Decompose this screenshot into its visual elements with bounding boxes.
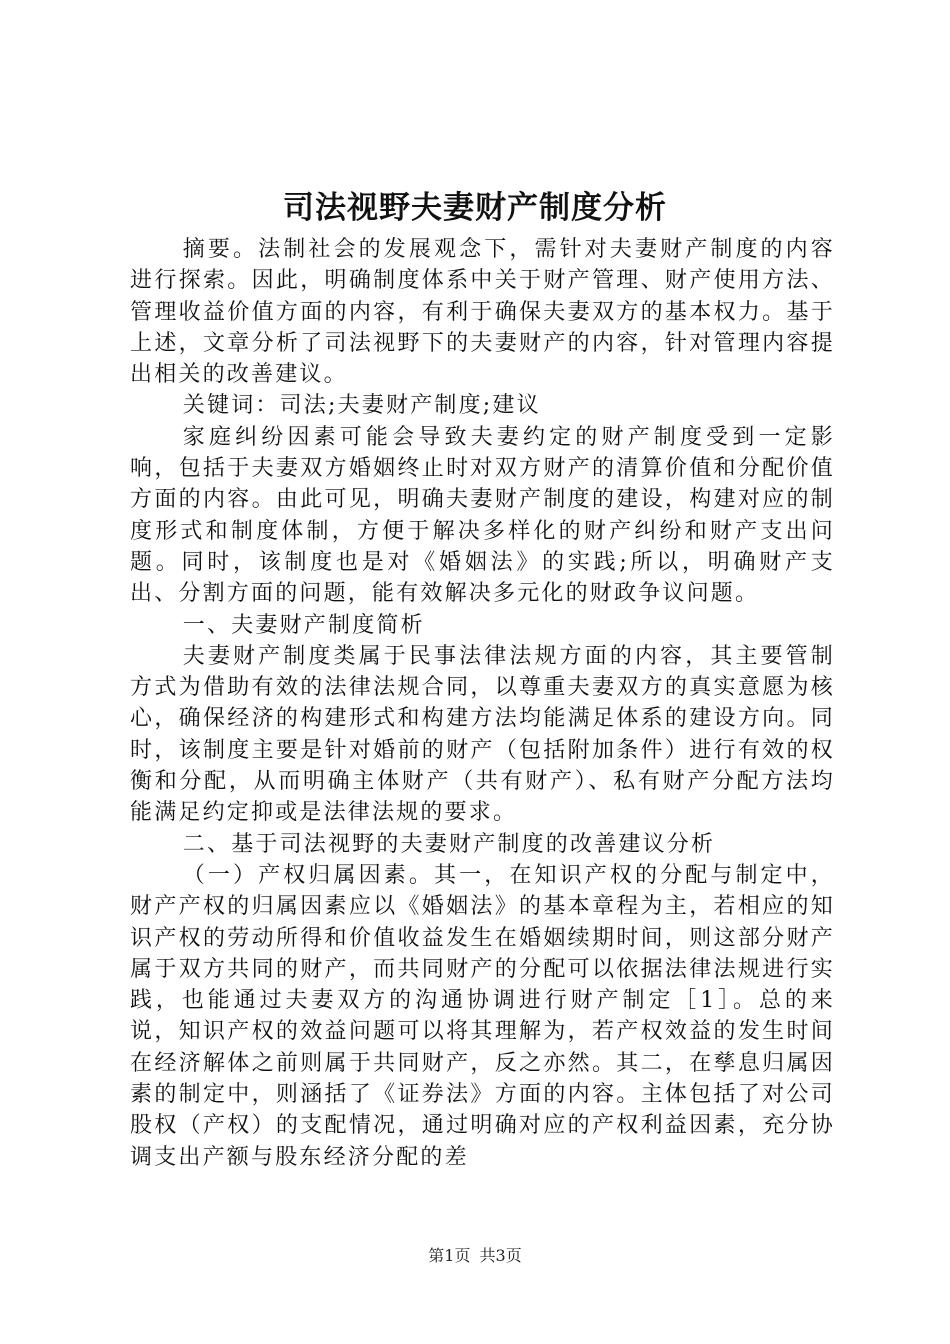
- section-heading-2: 二、基于司法视野的夫妻财产制度的改善建议分析: [182, 831, 716, 857]
- page-number: 第1页: [428, 1246, 471, 1265]
- abstract-paragraph: 摘要。法制社会的发展观念下，需针对夫妻财产制度的内容进行探索。因此，明确制度体系中关于财产管理、财产使用方法、管理收益价值方面的内容，有利于确保夫妻双方的基本权力。基于上述，文章分析了司法视野下的夫妻财产的内容，针对管理内容提出相关的改善建议。: [130, 237, 835, 388]
- page-footer: [0, 1244, 950, 1268]
- intro-paragraph: 家庭纠纷因素可能会导致夫妻约定的财产制度受到一定影响，包括于夫妻双方婚姻终止时对双方财产的清算价值和分配价值方面的内容。由此可见，明确夫妻财产制度的建设，构建对应的制度形式和制度体制，方便于解决多样化的财产纠纷和财产支出问题。同时，该制度也是对《婚姻法》的实践;所以，明确财产支出、分割方面的问题，能有效解决多元化的财政争议问题。: [130, 424, 835, 607]
- section-2-paragraph: （一）产权归属因素。其一，在知识产权的分配与制定中，财产产权的归属因素应以《婚姻法》的基本章程为主，若相应的知识产权的劳动所得和价值收益发生在婚姻续期时间，则这部分财产属于双方共同的财产，而共同财产的分配可以依据法律法规进行实践，也能通过夫妻双方的沟通协调进行财产制定［1］。总的来说，知识产权的效益问题可以将其理解为，若产权效益的发生时间在经济解体之前则属于共同财产，反之亦然。其二，在孳息归属因素的制定中，则涵括了《证券法》方面的内容。主体包括了对公司股权（产权）的支配情况，通过明确对应的产权利益因素，充分协调支出产额与股东经济分配的差: [130, 862, 835, 1170]
- section-heading-1: 一、夫妻财产制度简析: [182, 612, 425, 638]
- document-title: 司法视野夫妻财产制度分析: [283, 190, 667, 226]
- keywords-paragraph: 关键词：司法;夫妻财产制度;建议: [182, 393, 541, 419]
- section-1-paragraph: 夫妻财产制度类属于民事法律法规方面的内容，其主要管制方式为借助有效的法律法规合同，以尊重夫妻双方的真实意愿为核心，确保经济的构建形式和构建方法均能满足体系的建设方向。同时，该制度主要是针对婚前的财产（包括附加条件）进行有效的权衡和分配，从而明确主体财产（共有财产）、私有财产分配方法均能满足约定抑或是法律法规的要求。: [130, 643, 835, 826]
- document-body: [130, 234, 835, 1173]
- page-total: 共3页: [479, 1246, 522, 1265]
